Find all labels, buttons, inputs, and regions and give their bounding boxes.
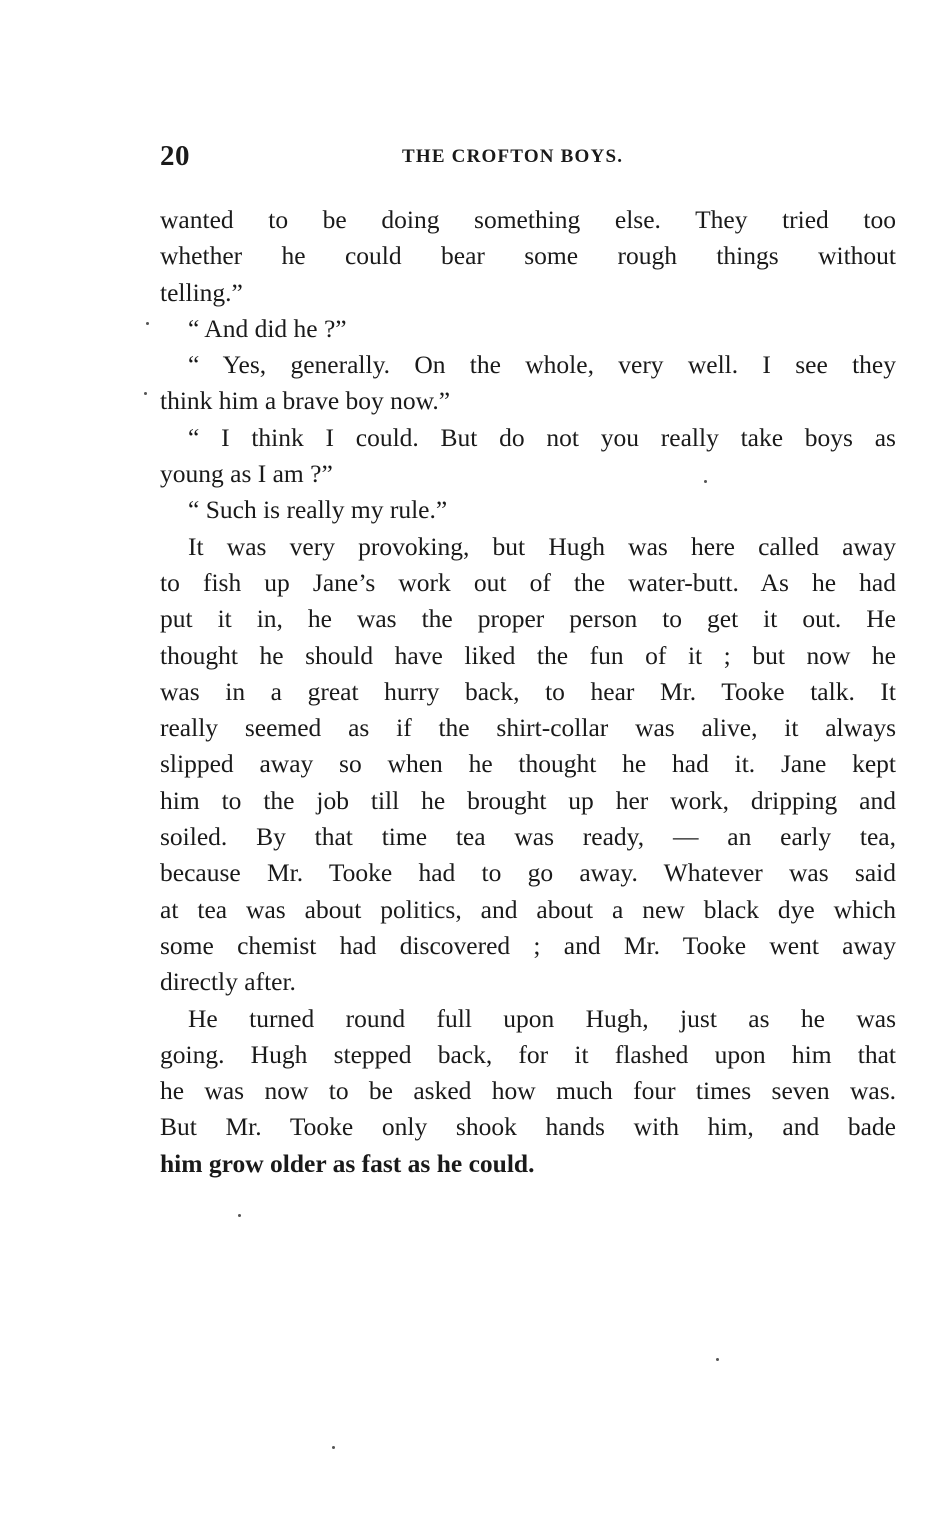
paper-speck — [332, 1446, 335, 1449]
text-line: “ Such is really my rule.” — [188, 495, 448, 525]
text-line: soiled. By that time tea was ready, — an early tea, — [160, 822, 896, 852]
text-line: “ I think I could. But do not you really take boys as — [188, 422, 896, 452]
paper-speck — [704, 480, 707, 483]
text-line: thought he should have liked the fun of it ; but now he — [160, 640, 896, 670]
text-line: because Mr. Tooke had to go away. Whatever was said — [160, 858, 896, 888]
text-line: whether he could bear some rough things without — [160, 241, 896, 271]
body-text — [160, 202, 896, 1182]
text-line: at tea was about politics, and about a new black dye which — [160, 894, 896, 924]
paper-speck — [716, 1358, 719, 1361]
text-line: going. Hugh stepped back, for it flashed upon him that — [160, 1039, 896, 1069]
text-line: him to the job till he brought up her work, dripping and — [160, 785, 896, 815]
text-line: young as I am ?” — [160, 459, 333, 489]
text-line: think him a brave boy now.” — [160, 386, 451, 416]
text-line: to fish up Jane’s work out of the water-butt. As he had — [160, 567, 896, 597]
text-line: put it in, he was the proper person to get it out. He — [160, 604, 896, 634]
text-line: him grow older as fast as he could. — [160, 1148, 535, 1178]
running-head: THE CROFTON BOYS. — [402, 146, 624, 167]
text-line: “ Yes, generally. On the whole, very well. I see they — [188, 350, 896, 380]
text-line: telling.” — [160, 277, 243, 307]
text-line: “ And did he ?” — [188, 313, 347, 343]
text-line: wanted to be doing something else. They tried too — [160, 205, 896, 234]
page-header — [160, 140, 896, 180]
paper-speck — [146, 322, 149, 325]
text-line: directly after. — [160, 967, 296, 997]
page-number: 20 — [160, 140, 190, 172]
paper-speck — [144, 392, 147, 395]
paper-speck — [238, 1214, 241, 1217]
text-line: really seemed as if the shirt-collar was alive, it always — [160, 713, 896, 743]
text-line: he was now to be asked how much four times seven was. — [160, 1076, 896, 1106]
text-line: slipped away so when he thought he had it. Jane kept — [160, 749, 896, 779]
text-line: But Mr. Tooke only shook hands with him, and bade — [160, 1112, 896, 1142]
text-line: was in a great hurry back, to hear Mr. Tooke talk. It — [160, 676, 896, 706]
text-line: some chemist had discovered ; and Mr. Tooke went away — [160, 930, 896, 960]
text-line: It was very provoking, but Hugh was here called away — [188, 531, 896, 561]
text-line: He turned round full upon Hugh, just as he was — [188, 1003, 896, 1033]
